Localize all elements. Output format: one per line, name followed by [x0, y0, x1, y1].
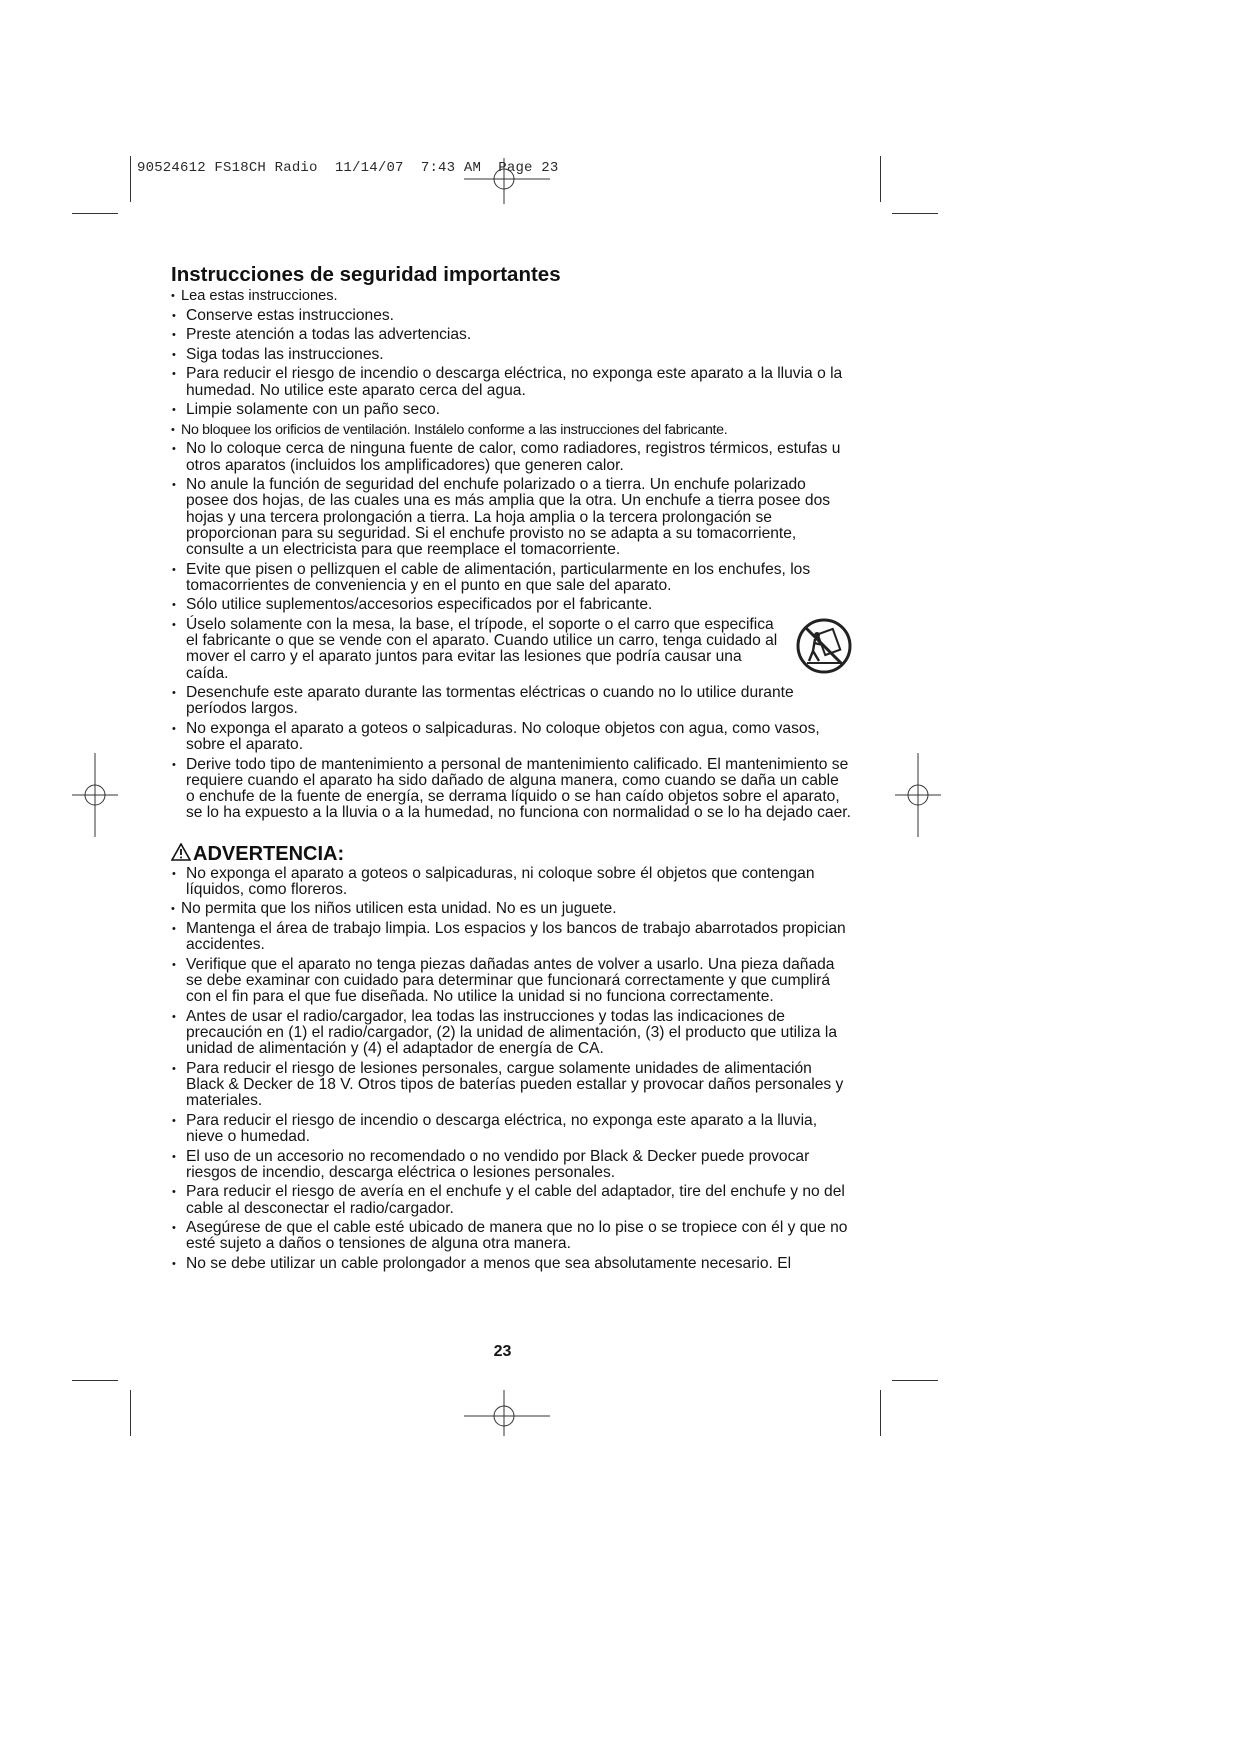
page-number: 23	[493, 1343, 512, 1360]
list-item: • No bloquee los orificios de ventilación. Instálelo conforme a las instrucciones del fabricante.	[171, 422, 851, 438]
list-item: • Preste atención a todas las advertencias.	[171, 327, 851, 343]
page-content	[171, 262, 851, 1276]
list-item: • No permita que los niños utilicen esta unidad. No es un juguete.	[171, 901, 851, 917]
list-item: • Limpie solamente con un paño seco.	[171, 402, 851, 418]
list-item: • Para reducir el riesgo de incendio o descarga eléctrica, no exponga este aparato a la lluvia o la humedad. No utilice este aparato cerca del agua.	[171, 366, 851, 398]
list-item: • No se debe utilizar un cable prolongador a menos que sea absolutamente necesario. El	[171, 1256, 851, 1272]
warning-title-text: ADVERTENCIA:	[193, 842, 345, 865]
list-item-cart-warning	[171, 617, 851, 682]
list-item: • Verifique que el aparato no tenga piezas dañadas antes de volver a usarlo. Una pieza dañada se debe examinar con cuidado para determinar que funcionará correctamente y que cumplirá con el fin para el que fue diseñada. No utilice la unidad si no funciona correctamente.	[171, 957, 851, 1006]
crop-mark	[130, 1390, 131, 1436]
crop-mark	[72, 1380, 118, 1381]
list-item: • Para reducir el riesgo de lesiones personales, cargue solamente unidades de alimentación Black & Decker de 18 V. Otros tipos de baterías pueden estallar y provocar daños personales y materiales.	[171, 1061, 851, 1110]
list-item: • No exponga el aparato a goteos o salpicaduras, ni coloque sobre él objetos que contengan líquidos, como floreros.	[171, 866, 851, 898]
list-item: • Derive todo tipo de mantenimiento a personal de mantenimiento calificado. El mantenimiento se requiere cuando el aparato ha sido dañado de alguna manera, como cuando se daña un cable o enchufe de la fuente de energía, se derrama líquido o se han caído objetos sobre el aparato, se lo ha expuesto a la lluvia o a la humedad, no funciona con normalidad o se lo ha dejado caer.	[171, 757, 851, 822]
crop-mark	[880, 1390, 881, 1436]
list-item: • Lea estas instrucciones.	[171, 288, 851, 304]
list-item: • Para reducir el riesgo de avería en el enchufe y el cable del adaptador, tire del enchufe y no del cable al desconectar el radio/cargador.	[171, 1184, 851, 1216]
list-item: • Siga todas las instrucciones.	[171, 347, 851, 363]
list-item: • Desenchufe este aparato durante las tormentas eléctricas o cuando no lo utilice durante períodos largos.	[171, 685, 851, 717]
list-item: • No anule la función de seguridad del enchufe polarizado o a tierra. Un enchufe polarizado posee dos hojas, de las cuales una es más amplia que la otra. Un enchufe a tierra posee dos hojas y una tercera prolongación a tierra. La hoja amplia o la tercera prolongación se proporcionan para su seguridad. Si el enchufe provisto no se adapta a su tomacorriente, consulte a un electricista para que reemplace el tomacorriente.	[171, 477, 851, 558]
crop-mark	[880, 156, 881, 202]
list-item: • Mantenga el área de trabajo limpia. Los espacios y los bancos de trabajo abarrotados propician accidentes.	[171, 921, 851, 953]
registration-mark-icon	[460, 1390, 550, 1436]
cart-tip-over-warning-icon	[795, 617, 853, 675]
list-item: • No lo coloque cerca de ninguna fuente de calor, como radiadores, registros térmicos, estufas u otros aparatos (incluidos los amplificadores) que generen calor.	[171, 441, 851, 473]
crop-mark	[130, 156, 131, 202]
list-item: • Antes de usar el radio/cargador, lea todas las instrucciones y todas las indicaciones de precaución en (1) el radio/cargador, (2) la unidad de alimentación, (3) el producto que utiliza la unidad de alimentación y (4) el adaptador de energía de CA.	[171, 1009, 851, 1058]
list-item: • Evite que pisen o pellizquen el cable de alimentación, particularmente en los enchufes, los tomacorrientes de conveniencia y en el punto en que sale del aparato.	[171, 562, 851, 594]
list-item: • Sólo utilice suplementos/accesorios especificados por el fabricante.	[171, 597, 851, 613]
section-title-warning	[171, 842, 851, 866]
list-item: • Asegúrese de que el cable esté ubicado de manera que no lo pise o se tropiece con él y que no esté sujeto a daños o tensiones de alguna otra manera.	[171, 1220, 851, 1252]
crop-mark	[72, 213, 118, 214]
warning-list	[171, 866, 851, 1273]
list-item: • Para reducir el riesgo de incendio o descarga eléctrica, no exponga este aparato a la lluvia, nieve o humedad.	[171, 1113, 851, 1145]
safety-instructions-list	[171, 288, 851, 822]
crop-mark	[892, 1380, 938, 1381]
list-item: • No exponga el aparato a goteos o salpicaduras. No coloque objetos con agua, como vasos, sobre el aparato.	[171, 721, 851, 753]
list-item-text: Úselo solamente con la mesa, la base, el trípode, el soporte o el carro que especifica el fabricante o que se vende con el aparato. Cuando utilice un carro, tenga cuidado al mover el carro y el aparato juntos para evitar las lesiones que podría causar una caída.	[186, 615, 778, 682]
registration-mark-icon	[895, 753, 941, 837]
section-title-safety: Instrucciones de seguridad importantes	[171, 263, 561, 286]
registration-mark-icon	[72, 753, 118, 837]
list-item: • Conserve estas instrucciones.	[171, 308, 851, 324]
list-item: • El uso de un accesorio no recomendado o no vendido por Black & Decker puede provocar riesgos de incendio, descarga eléctrica o lesiones personales.	[171, 1149, 851, 1181]
warning-triangle-icon	[171, 843, 191, 861]
crop-mark	[892, 213, 938, 214]
print-slug-line: 90524612 FS18CH Radio 11/14/07 7:43 AM Page 23	[137, 160, 559, 176]
